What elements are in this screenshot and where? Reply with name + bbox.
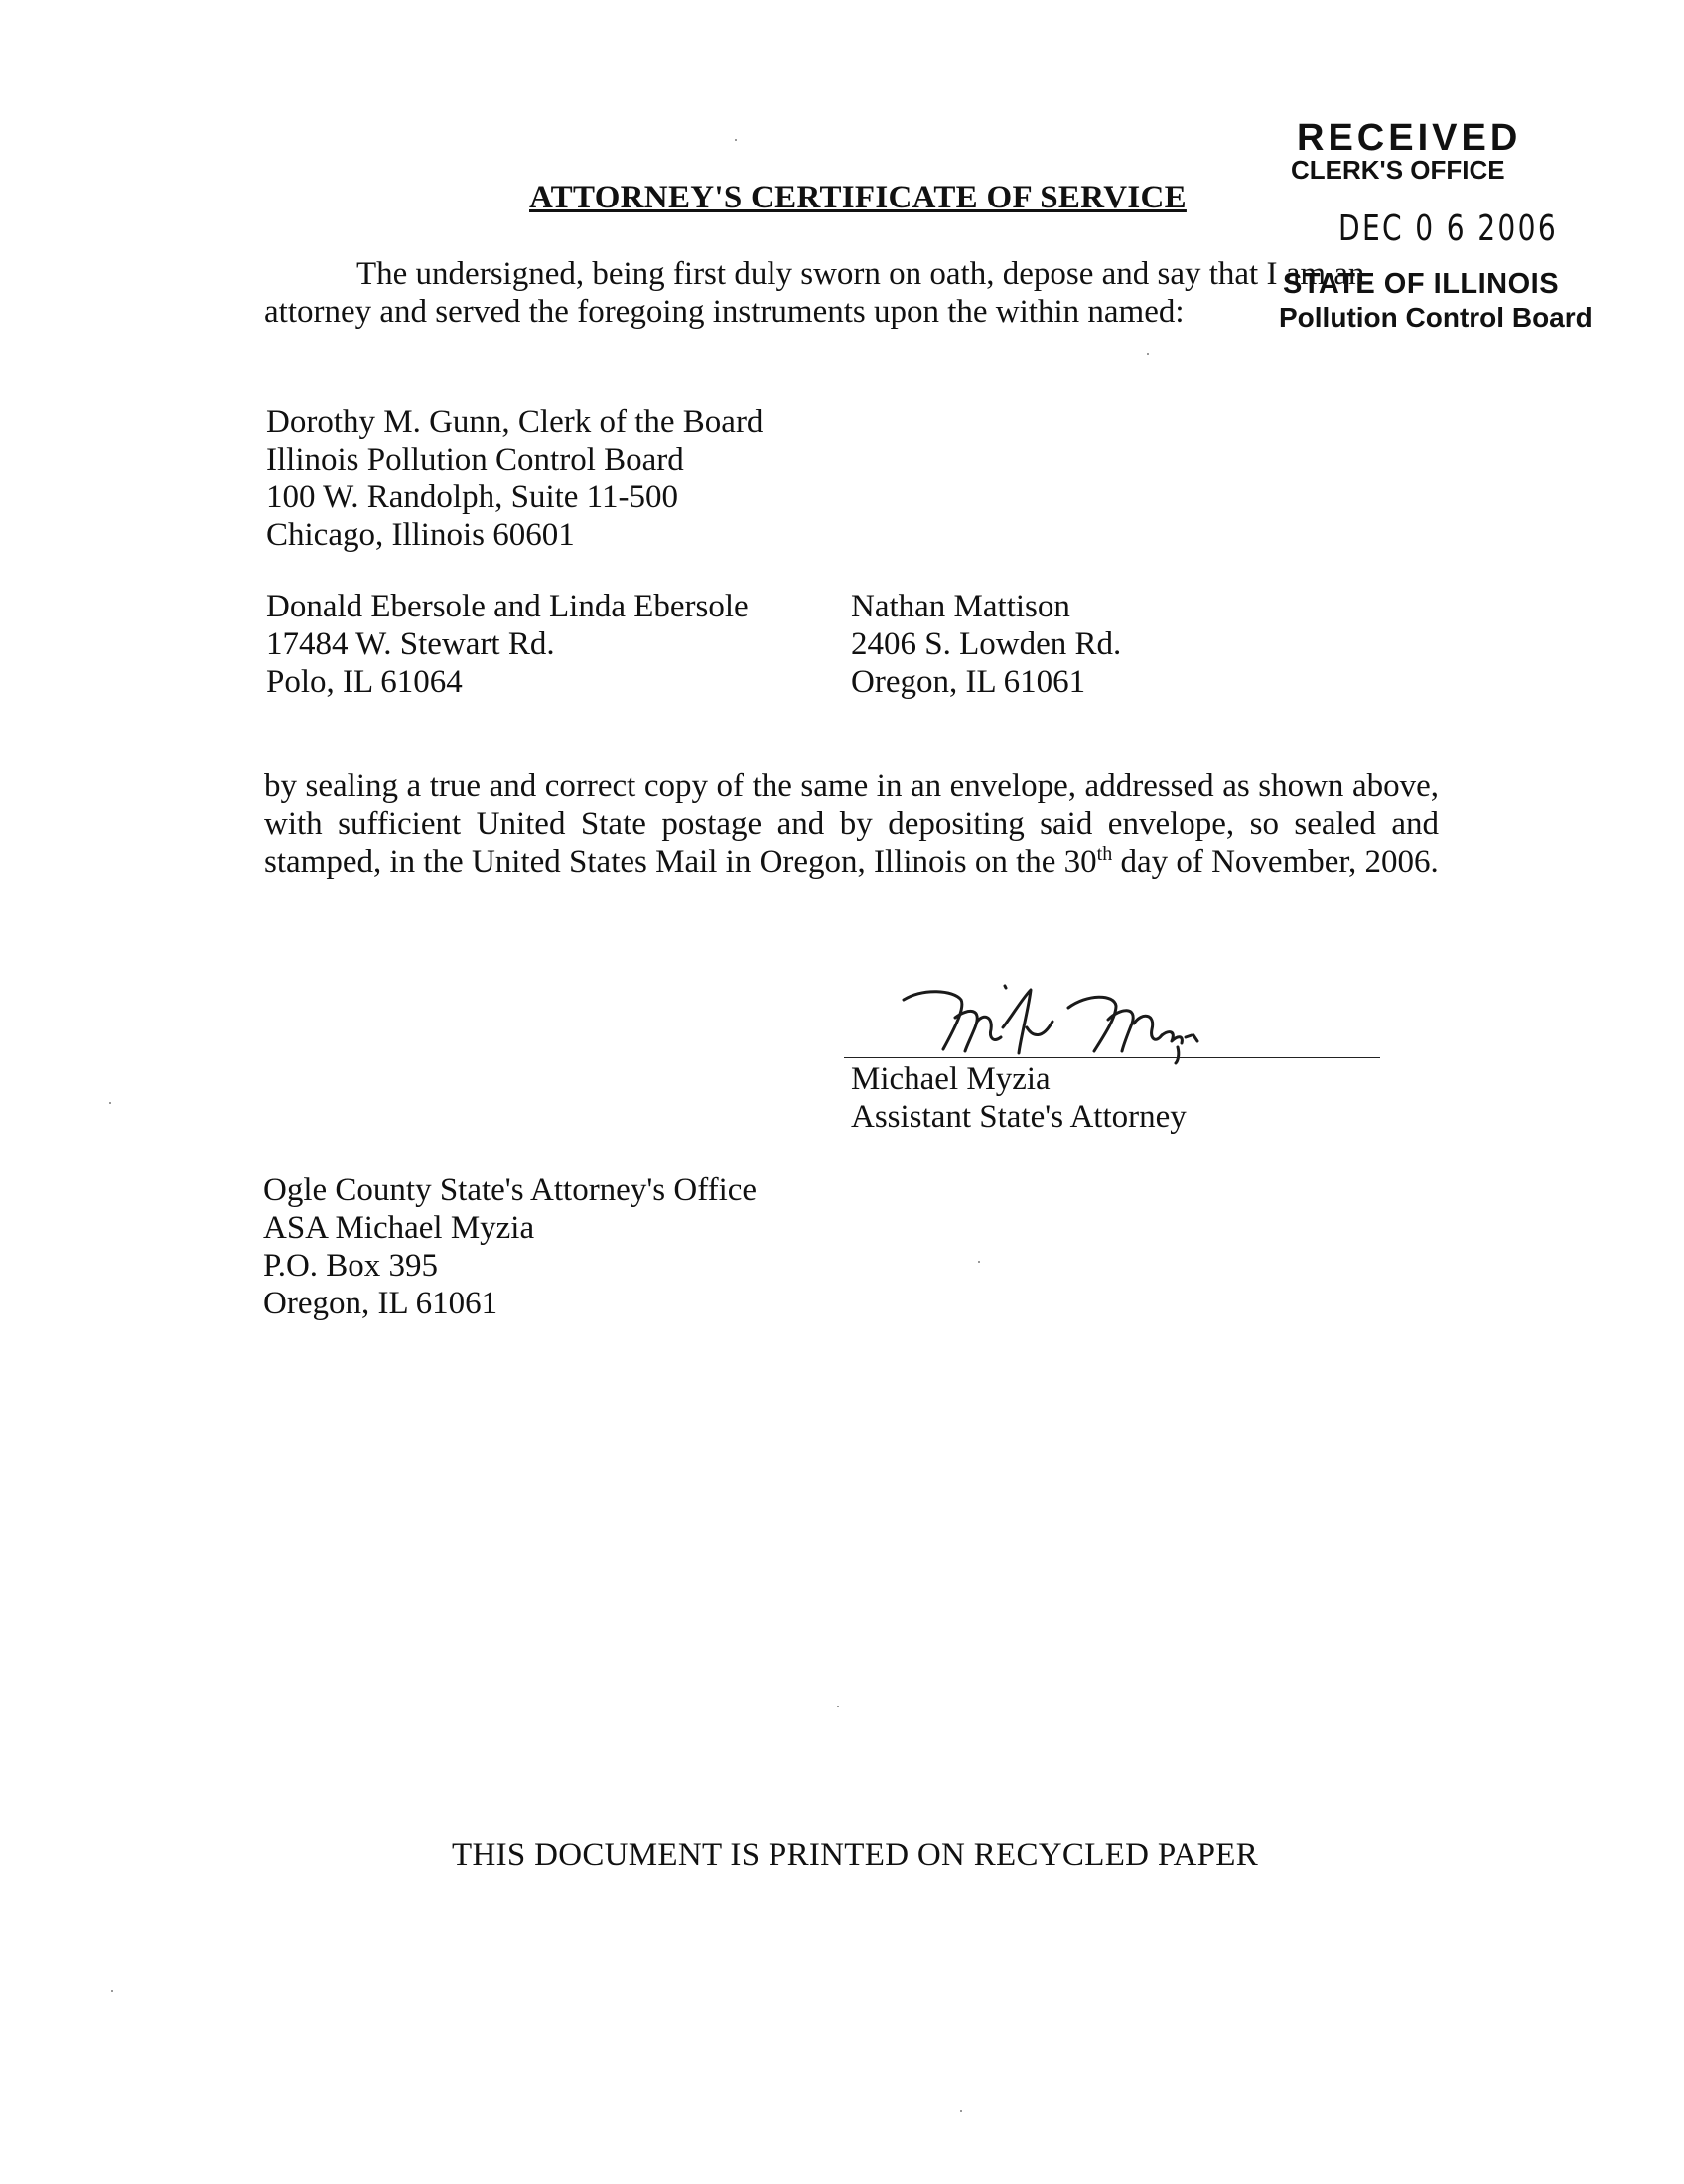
stamp-board-text: Pollution Control Board <box>1279 302 1593 333</box>
scan-speck <box>111 1990 113 1992</box>
closing-line-2: with sufficient United State postage and by depositing said envelope, so sealed and <box>264 806 1439 842</box>
address-street: 2406 S. Lowden Rd. <box>851 626 1122 662</box>
address-name: Donald Ebersole and Linda Ebersole <box>266 589 749 624</box>
address-clerk <box>266 403 763 554</box>
scan-speck <box>1147 353 1149 355</box>
stamp-date: DEC 0 6 2006 <box>1338 208 1559 249</box>
address-office <box>263 1171 757 1322</box>
address-city: Oregon, IL 61061 <box>851 664 1086 700</box>
scan-speck <box>735 139 737 141</box>
stamp-state-text: STATE OF ILLINOIS <box>1283 268 1560 300</box>
address-name: Dorothy M. Gunn, Clerk of the Board <box>266 404 764 440</box>
stamp-received-text: RECEIVED <box>1297 117 1522 159</box>
office-person: ASA Michael Myzia <box>263 1210 535 1246</box>
closing-paragraph <box>264 767 1439 881</box>
recycled-paper-footer: THIS DOCUMENT IS PRINTED ON RECYCLED PAPER <box>452 1838 1259 1873</box>
address-name: Nathan Mattison <box>851 589 1070 624</box>
signer-title: Assistant State's Attorney <box>851 1099 1187 1135</box>
intro-paragraph <box>264 255 1365 331</box>
document-title: ATTORNEY'S CERTIFICATE OF SERVICE <box>529 180 1187 215</box>
address-street: 17484 W. Stewart Rd. <box>266 626 555 662</box>
address-org: Illinois Pollution Control Board <box>266 442 684 478</box>
scan-speck <box>837 1706 839 1707</box>
scan-speck <box>978 1261 980 1263</box>
scan-speck <box>109 1102 111 1104</box>
address-city: Chicago, Illinois 60601 <box>266 517 575 553</box>
intro-line-1: The undersigned, being first duly sworn on oath, depose and say that I am an <box>356 256 1365 292</box>
ordinal-suffix: th <box>1096 843 1113 865</box>
signer-name: Michael Myzia <box>851 1061 1051 1097</box>
closing-line-1: by sealing a true and correct copy of the same in an envelope, addressed as shown above, <box>264 768 1439 804</box>
stamp-office-text: CLERK'S OFFICE <box>1291 155 1505 185</box>
closing-line-3-text: stamped, in the United States Mail in Oregon, Illinois on the 30 <box>264 844 1097 880</box>
office-box: P.O. Box 395 <box>263 1248 439 1284</box>
received-stamp <box>1261 117 1678 345</box>
address-street: 100 W. Randolph, Suite 11-500 <box>266 479 678 515</box>
address-mattison <box>851 588 1121 701</box>
address-ebersole <box>266 588 749 701</box>
scan-speck <box>960 2110 962 2112</box>
intro-line-2: attorney and served the foregoing instruments upon the within named: <box>264 294 1185 330</box>
office-name: Ogle County State's Attorney's Office <box>263 1172 758 1208</box>
signer-block <box>851 1060 1187 1136</box>
office-city: Oregon, IL 61061 <box>263 1286 498 1321</box>
closing-line-3-end: day of November, 2006. <box>1112 844 1439 880</box>
closing-line-3 <box>264 843 1439 881</box>
signature-line <box>844 1057 1380 1058</box>
address-city: Polo, IL 61064 <box>266 664 463 700</box>
